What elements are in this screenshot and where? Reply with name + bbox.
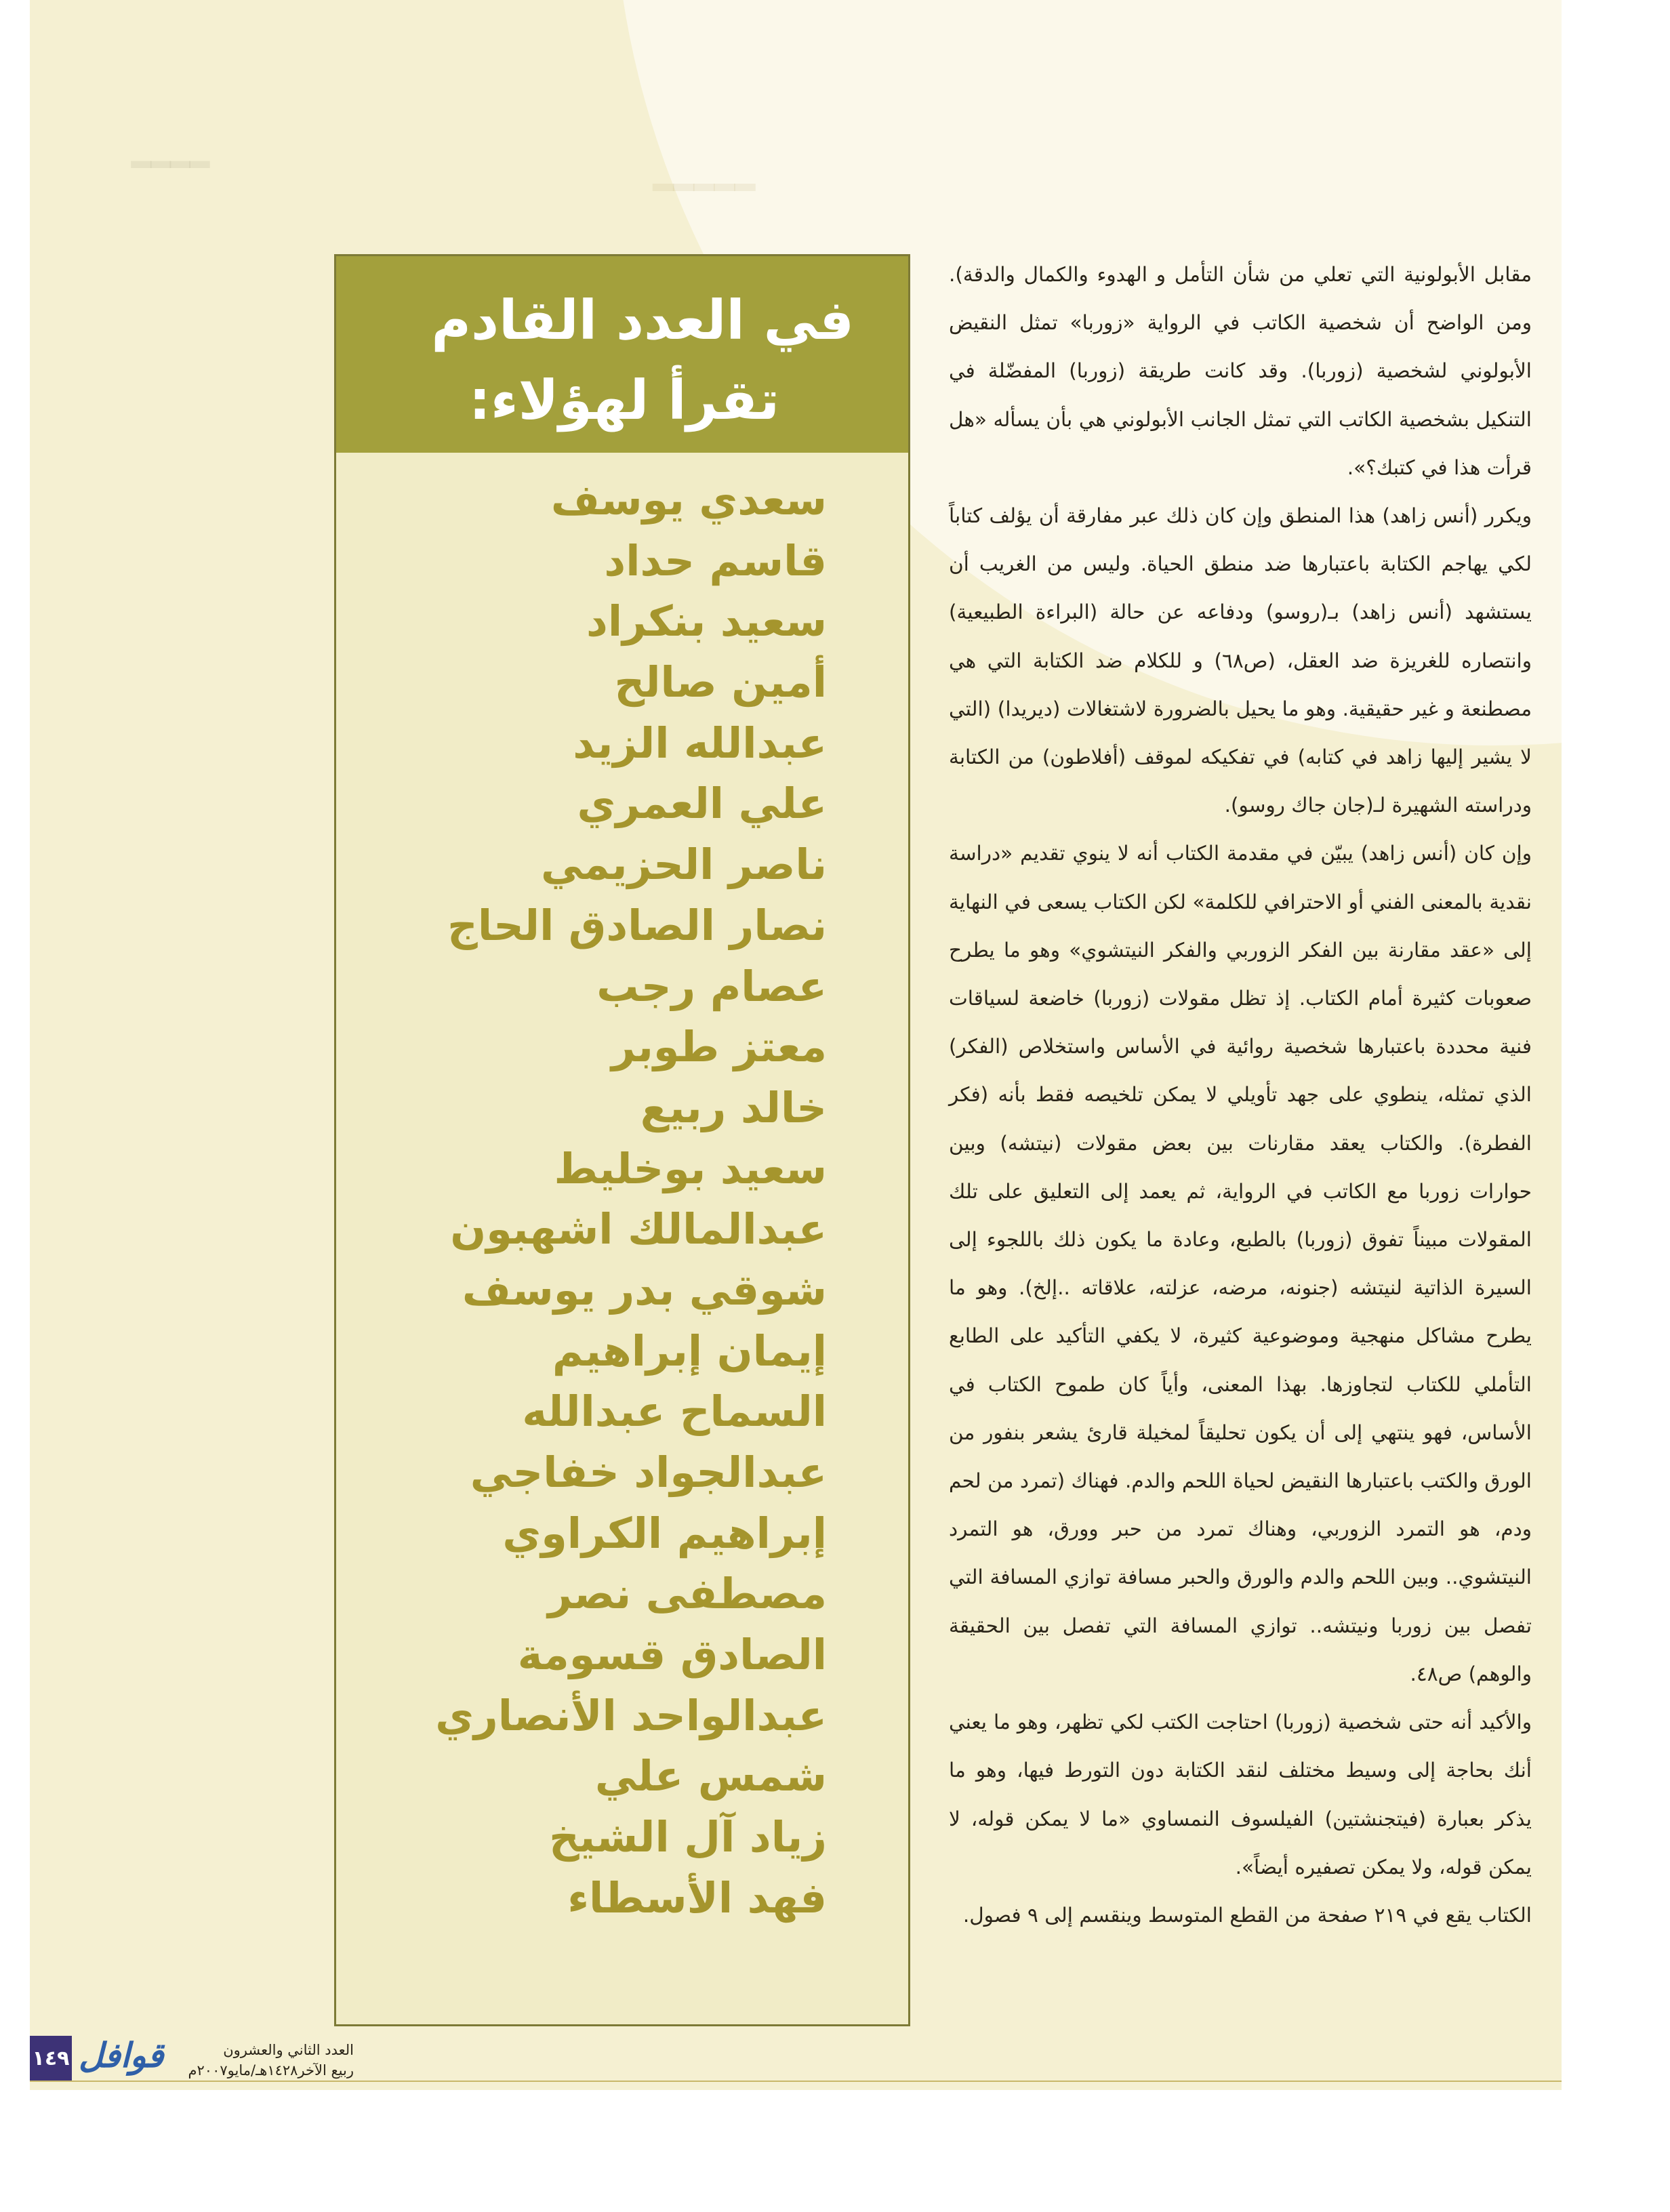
contributor-name: سعيد بنكراد bbox=[586, 596, 827, 647]
contributor-name: سعيد بوخليط bbox=[554, 1143, 827, 1193]
contributor-name: قاسم حداد bbox=[604, 535, 827, 586]
next-issue-subtitle: تقرأ لهؤلاء: bbox=[468, 369, 779, 432]
contributor-name: خالد ربيع bbox=[640, 1082, 827, 1132]
contributor-name: إيمان إبراهيم bbox=[552, 1326, 827, 1376]
contributor-name: عبدالواحد الأنصاري bbox=[435, 1690, 827, 1740]
scan-bottom-margin bbox=[0, 2090, 1670, 2212]
contributor-name: عصام رجب bbox=[596, 961, 827, 1011]
contributor-name: أمين صالح bbox=[614, 657, 827, 708]
issue-date: ربيع الآخر١٤٢٨هـ/مايو٢٠٠٧م bbox=[188, 2062, 354, 2078]
next-issue-header bbox=[336, 256, 908, 453]
contributor-name: شمس علي bbox=[594, 1751, 827, 1801]
contributor-name: شوقي بدر يوسف bbox=[462, 1265, 827, 1315]
issue-info bbox=[178, 2040, 354, 2081]
article-body bbox=[949, 251, 1532, 2026]
contributor-name: معتز طوبر bbox=[611, 1022, 827, 1072]
contributor-name: الصادق قسومة bbox=[517, 1630, 827, 1680]
article-paragraph: ويكرر (أنس زاهد) هذا المنطق وإن كان ذلك عبر مفارقة أن يؤلف كتاباً لكي يهاجم الكتابة باعتبارها ضد منطق الحياة. وليس من الغريب أن يستشهد (أنس زاهد) بـ(روسو) ودفاعه عن حالة (البراءة الطبيعية) وانتصاره للغريزة ضد العقل، (ص٦٨) و للكلام ضد الكتابة التي هي مصطنعة و غير حقيقية. وهو ما يحيل بالضرورة لاشتغالات (ديريدا) (التي لا يشير إليها زاهد في كتابه) في تفكيكه لموقف (أفلاطون) من الكتابة ودراسته الشهيرة لـ(جان جاك روسو). bbox=[949, 504, 1532, 817]
article-paragraph: وإن كان (أنس زاهد) يبيّن في مقدمة الكتاب أنه لا ينوي تقديم «دراسة نقدية بالمعنى الفني أو الاحترافي للكلمة» لكن الكتاب يسعى في النهاية إلى «عقد مقارنة بين الفكر الزوربي والفكر النيتشوي» وهو ما يطرح صعوبات كثيرة أمام الكتاب. إذ تظل مقولات (زوربا) خاضعة لسياقات فنية محددة باعتبارها شخصية روائية في الأساس واستخلاص (الفكر) الذي تمثله، ينطوي على جهد تأويلي لا يمكن تلخيصه فقط بأنه (فكر الفطرة). والكتاب يعقد مقارنات بين بعض مقولات (نيتشه) وبين حوارات زوربا مع الكاتب في الرواية، ثم يعمد إلى التعليق على تلك المقولات مبيناً تفوق (زوربا) بالطبع، وعادة ما يكون ذلك باللجوء إلى السيرة الذاتية لنيتشه (جنونه، مرضه، عزلته، علاقاته ..إلخ). وهو ما يطرح مشاكل منهجية وموضوعية كثيرة، لا يكفي التأكيد على الطابع التأملي للكتاب لتجاوزها. بهذا المعنى، وأياً كان طموح الكتاب في الأساس، فهو ينتهي إلى أن يكون تحليقاً لمخيلة قارئ يشعر بنفور من الورق والكتب باعتبارها النقيض لحياة اللحم والدم. فهناك (تمرد من لحم ودم، هو التمرد الزوربي، وهناك تمرد من حبر وورق، هو التمرد النيتشوي.. وبين اللحم والدم والورق والحبر مسافة توازي المسافة التي تفصل بين زوربا ونيتشه.. توازي المسافة التي تفصل بين الحقيقة والوهم) ص٤٨. bbox=[949, 842, 1532, 1685]
contributor-name: إبراهيم الكراوي bbox=[502, 1508, 827, 1558]
issue-number: العدد الثاني والعشرون bbox=[223, 2042, 354, 2058]
contributor-name: عبدالمالك اشهبون bbox=[450, 1204, 827, 1254]
article-paragraph: الكتاب يقع في ٢١٩ صفحة من القطع المتوسط وينقسم إلى ٩ فصول. bbox=[962, 1903, 1532, 1927]
show-through-logo: ــــ bbox=[131, 115, 209, 182]
contributor-name: عبدالله الزيد bbox=[573, 718, 827, 768]
show-through-title: ـــــ bbox=[653, 136, 755, 205]
contributor-name: عبدالجواد خفاجي bbox=[470, 1448, 827, 1497]
contributor-name: فهد الأسطاء bbox=[567, 1872, 827, 1923]
page-number: ١٤٩ bbox=[30, 2036, 72, 2081]
scan-right-margin bbox=[1562, 0, 1670, 2212]
contributor-name: ناصر الحزيمي bbox=[541, 840, 827, 890]
next-issue-title: في العدد القادم bbox=[431, 289, 854, 352]
contributor-name: زياد آل الشيخ bbox=[549, 1812, 827, 1862]
footer-rule bbox=[30, 2081, 1562, 2082]
contributor-name: مصطفى نصر bbox=[548, 1569, 827, 1619]
contributors-list bbox=[336, 470, 908, 1929]
contributor-name: نصار الصادق الحاج bbox=[447, 900, 827, 950]
next-issue-box bbox=[334, 254, 910, 2026]
article-paragraph: والأكيد أنه حتى شخصية (زوربا) احتاجت الكتب لكي تظهر، وهو ما يعني أنك بحاجة إلى وسيط مختلف لنقد الكتابة دون التورط فيها، وهو ما يذكر بعبارة (فيتجنشتين) الفيلسوف النمساوي «ما لا يمكن قوله، لا يمكن قوله، ولا يمكن تصفيره أيضاً». bbox=[949, 1711, 1532, 1879]
contributor-name: علي العمري bbox=[577, 779, 827, 829]
article-paragraph: مقابل الأبولونية التي تعلي من شأن التأمل و الهدوء والكمال والدقة). ومن الواضح أن شخصية الكاتب في الرواية «زوربا» تمثل النقيض الأبولوني لشخصية (زوربا). وقد كانت طريقة (زوربا) المفضّلة في التنكيل بشخصية الكاتب التي تمثل الجانب الأبولوني هي بأن يسأله «هل قرأت هذا في كتبك؟». bbox=[949, 263, 1532, 479]
scan-left-margin bbox=[0, 0, 30, 2212]
contributor-name: سعدي يوسف bbox=[550, 475, 827, 525]
magazine-logo: قوافل bbox=[79, 2036, 164, 2075]
contributor-name: السماح عبدالله bbox=[522, 1387, 827, 1437]
contributors-list-wrap bbox=[336, 453, 908, 1929]
